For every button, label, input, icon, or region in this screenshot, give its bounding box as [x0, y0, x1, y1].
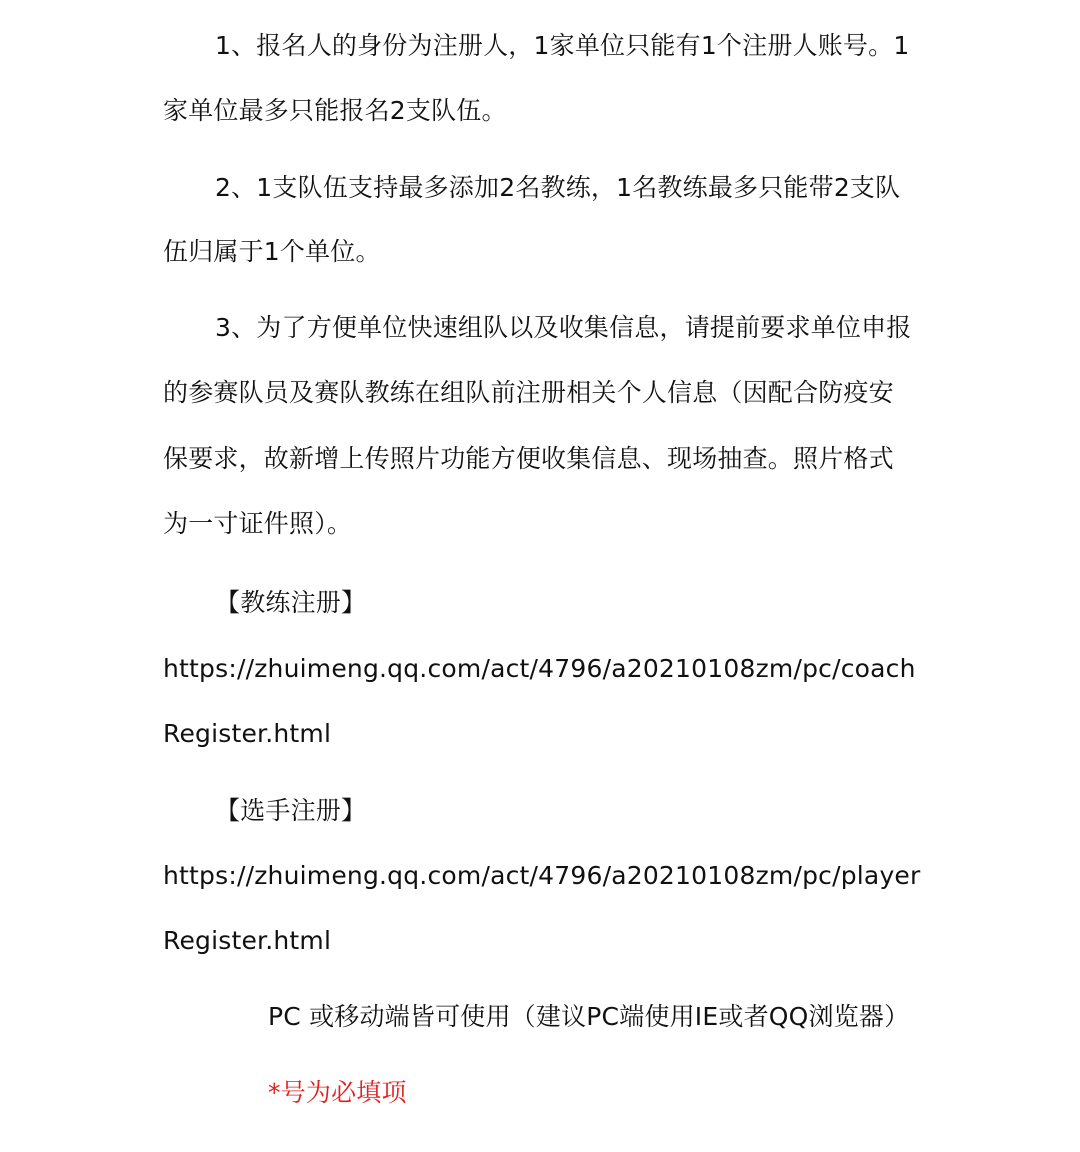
required-field-note: *号为必填项	[268, 1078, 407, 1107]
coach-register-url-line-1[interactable]: https://zhuimeng.qq.com/act/4796/a20210108zm/pc/coach	[163, 654, 916, 683]
player-register-url-line-2[interactable]: Register.html	[163, 926, 332, 955]
device-note: PC 或移动端皆可使用（建议PC端使用IE或者QQ浏览器）	[268, 1002, 910, 1031]
coach-register-url-line-2[interactable]: Register.html	[163, 719, 332, 748]
player-register-url-line-1[interactable]: https://zhuimeng.qq.com/act/4796/a20210108zm/pc/player	[163, 861, 921, 890]
rule-3-line-1: 3、为了方便单位快速组队以及收集信息，请提前要求单位申报	[215, 313, 912, 342]
rule-3-line-4: 为一寸证件照）。	[163, 509, 353, 538]
rule-2-line-2: 伍归属于1个单位。	[163, 237, 381, 266]
player-register-heading: 【选手注册】	[215, 796, 367, 825]
rule-1-line-1: 1、报名人的身份为注册人，1家单位只能有1个注册人账号。1	[215, 31, 910, 60]
rule-3-line-3: 保要求，故新增上传照片功能方便收集信息、现场抽查。照片格式	[163, 444, 894, 473]
rule-1-line-2: 家单位最多只能报名2支队伍。	[163, 96, 507, 125]
rule-3-line-2: 的参赛队员及赛队教练在组队前注册相关个人信息（因配合防疫安	[163, 378, 894, 407]
rule-2-line-1: 2、1支队伍支持最多添加2名教练，1名教练最多只能带2支队	[215, 173, 901, 202]
coach-register-heading: 【教练注册】	[215, 588, 367, 617]
